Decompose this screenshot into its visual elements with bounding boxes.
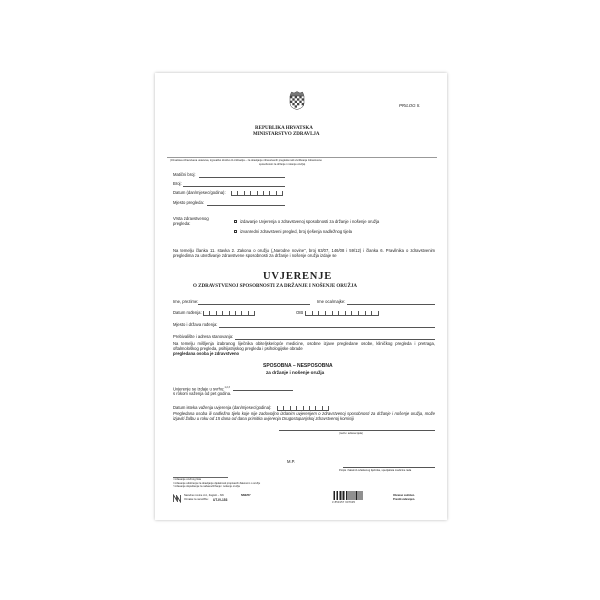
signature-caption: Potpis i faksimil ovlaštenog liječnika, specijalista medicine rada: [339, 469, 412, 472]
maticni-broj-label: Matični broj:: [173, 172, 196, 177]
publisher-logo-icon: [173, 494, 181, 503]
mjesto-pregleda-field[interactable]: [207, 205, 285, 206]
mjesto-drzava-field[interactable]: [219, 327, 435, 328]
komisija-field[interactable]: [279, 430, 435, 431]
svrhu-label: Uvjerenje se izdaje u svrhu:$^{1,2,3}$: [173, 386, 230, 392]
ime-oca-label: Ime oca/majke:: [317, 299, 346, 304]
appeal-warning: Pregledana osoba ili nadležno tijelo koje nije zadovoljno izdanim uvjerenjem o zdravstvenoj sposobnosti za držanje i nošenje oružja, može izjaviti žalbu u roku od 15 dana od dana primitka uvjerenja Drugostupanjskoj zdravstvenoj komisiji: [173, 411, 435, 421]
footnote-1: ¹ izdavanje oružnog lista: [173, 478, 201, 481]
instruction-text-2: sposobnosti za držanje i nošenje oružja): [259, 162, 306, 166]
document-subtitle: O ZDRAVSTVENOJ SPOSOBNOSTI ZA DRŽANJE I NOŠENJE ORUŽJA: [193, 284, 357, 289]
option-1-label: izdavanje Uvjerenja o zdravstvenoj sposobnosti za držanje i nošenje oružja: [240, 219, 380, 224]
broj-field[interactable]: [183, 186, 285, 187]
broj-label: Broj:: [173, 181, 182, 186]
komisija-caption: (naziv i adresa tijela): [339, 432, 363, 435]
option-2-checkbox[interactable]: [234, 230, 237, 233]
order-code: UT-IV-153: [213, 497, 228, 502]
order-code-label: Oznaka za narudžbu:: [184, 498, 209, 501]
oib-boxes[interactable]: [305, 311, 379, 316]
opinion-bold-line: pregledana osoba je zdravstveno: [173, 351, 240, 356]
instruction-text-1: (Označava zdravstvena ustanova, trgovačko društvo ili ordinacija – za obavljanje zdravstvenih pregleda radi utvrđivanja zdravstvene: [170, 159, 322, 162]
option-1-checkbox[interactable]: [234, 220, 237, 223]
maticni-broj-field[interactable]: [199, 177, 285, 178]
ministry-title: MINISTARSTVO ZDRAVLJA: [253, 132, 320, 137]
protected-note-2: Preslik zabranjen.: [393, 497, 416, 501]
ime-oca-field[interactable]: [347, 304, 435, 305]
vrsta-label-1: Vrsta zdravstvenog: [173, 216, 209, 221]
result-text: SPOSOBNA – NESPOSOBNA: [263, 363, 333, 369]
ime-prezime-label: Ime, prezime:: [173, 299, 199, 304]
rok-text: s rokom važenja od pet godina.: [173, 391, 232, 396]
form-number: NN0257: [241, 494, 251, 497]
option-2-label: izvanredni zdravstveni pregled, broj rješenja nadležnog tijela: [240, 229, 352, 234]
barcode: [333, 491, 363, 500]
legal-basis-text: Na temelju članka 11. stavka 2. Zakona o oružju („Narodne novine", broj 63/07, 146/08 i 59/12) i članka 6. Pravilnika o zdravstvenim pregledima za utvrđivanje zdravstvene sposobnosti za držanje i nošenje oružja izdaje se: [173, 248, 435, 258]
oib-label: OIB: [296, 310, 304, 315]
coat-of-arms-icon: [289, 90, 305, 110]
datum-rodenja-label: Datum rođenja:: [173, 310, 202, 315]
mjesto-drzava-label: Mjesto i država rođenja:: [173, 322, 218, 327]
form-sheet: [155, 73, 447, 520]
mjesto-pregleda-label: Mjesto pregleda:: [173, 200, 204, 205]
mp-label: M.P.: [287, 459, 296, 464]
document-title: UVJERENJE: [263, 271, 333, 282]
datum-boxes[interactable]: [231, 191, 283, 196]
datum-rodenja-boxes[interactable]: [203, 311, 255, 316]
istek-label: Datum isteka važenja uvjerenja (dan/mjesec/godina):: [173, 405, 272, 410]
republic-title: REPUBLIKA HRVATSKA: [255, 126, 313, 131]
protected-note-1: Obrazac zaštićen.: [393, 494, 415, 497]
footnote-3: ³ izdavanje dopuštenja za nabavu/držanje i nošenje oružja: [173, 485, 240, 488]
publisher-name: Narodne novine d.d., Zagreb – NN: [184, 494, 224, 497]
signature-line[interactable]: [343, 467, 435, 468]
opinion-text: Na temelju mišljenja izabranog liječnika obiteljske/opće medicine, osobne izjave pregledane osobe, kliničkog pregleda i pretraga, oftalmološkog pregleda, psihijatrijskog pregleda i psihologijske obrade: [173, 341, 435, 351]
datum-label: Datum (dan/mjesec/godina):: [173, 190, 226, 195]
footnote-2: ² izdavanje odobrenja za obavljanje djelatnosti propisanih Zakonom o oružju: [173, 481, 261, 485]
prilog-label: PRILOG II.: [399, 103, 421, 108]
prebivaliste-field[interactable]: [235, 339, 435, 340]
svrhu-field[interactable]: [233, 390, 293, 391]
vrsta-label-2: pregleda:: [173, 221, 191, 226]
ime-prezime-field[interactable]: [198, 304, 310, 305]
result-subtext: za držanje i nošenje oružja: [266, 370, 325, 375]
prebivaliste-label: Prebivalište i adresa stanovanja:: [173, 334, 234, 339]
barcode-digits: 3 850157 607635: [332, 501, 356, 504]
